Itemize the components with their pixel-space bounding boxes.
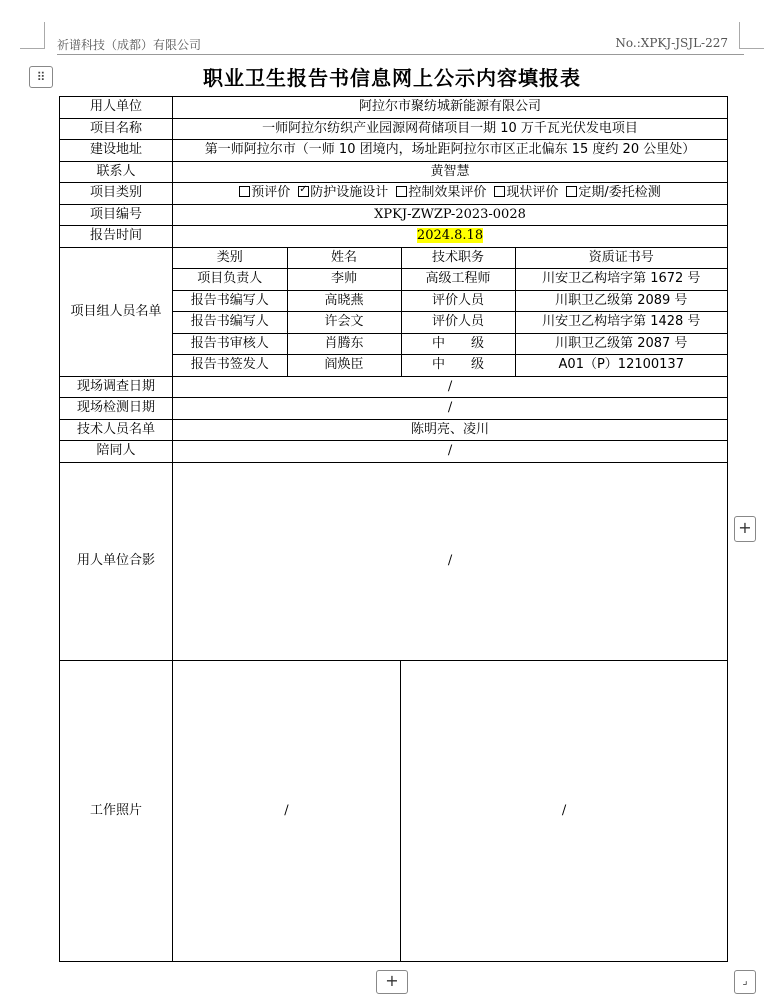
employer-value[interactable]: 阿拉尔市聚纺城新能源有限公司 — [173, 97, 728, 119]
team-cert[interactable]: A01（P）12100137 — [515, 355, 727, 376]
team-name[interactable]: 阎焕臣 — [287, 355, 401, 376]
category-option[interactable]: 预评价 — [239, 185, 290, 200]
team-label: 项目组人员名单 — [60, 247, 173, 376]
team-title[interactable]: 中 级 — [401, 333, 515, 355]
work-photo-label: 工作照片 — [60, 660, 173, 961]
header-company: 祈谱科技（成都）有限公司 — [57, 38, 202, 52]
address-value[interactable]: 第一师阿拉尔市（一师 10 团境内，场址距阿拉尔市区正北偏东 15 度约 20 公里处） — [173, 140, 728, 162]
team-name[interactable]: 肖腾东 — [287, 333, 401, 355]
checkbox[interactable] — [566, 186, 577, 197]
table-row — [60, 118, 728, 140]
table-row — [60, 376, 728, 398]
team-row — [173, 290, 727, 312]
team-role[interactable]: 项目负责人 — [173, 269, 287, 291]
crop-mark-top-right — [739, 48, 764, 49]
team-row — [173, 355, 727, 376]
work-photo-right-cell[interactable]: / — [401, 660, 728, 961]
survey-date-value[interactable]: / — [173, 376, 728, 398]
category-label: 项目类别 — [60, 183, 173, 205]
table-row — [60, 226, 728, 248]
group-photo-cell[interactable]: / — [173, 462, 728, 660]
team-cert[interactable]: 川职卫乙级第 2089 号 — [515, 290, 727, 312]
project-no-value[interactable]: XPKJ-ZWZP-2023-0028 — [173, 204, 728, 226]
page-title: 职业卫生报告书信息网上公示内容填报表 — [203, 66, 581, 90]
team-role[interactable]: 报告书编写人 — [173, 290, 287, 312]
checkbox[interactable] — [494, 186, 505, 197]
project-name-value[interactable]: 一师阿拉尔纺织产业园源网荷储项目一期 10 万千瓦光伏发电项目 — [173, 118, 728, 140]
add-column-button[interactable]: + — [734, 516, 756, 542]
team-cell — [173, 247, 728, 376]
work-photo-left-cell[interactable]: / — [173, 660, 401, 961]
team-name[interactable]: 李帅 — [287, 269, 401, 291]
contact-label: 联系人 — [60, 161, 173, 183]
project-no-label: 项目编号 — [60, 204, 173, 226]
table-row — [60, 462, 728, 660]
escort-value[interactable]: / — [173, 441, 728, 463]
test-date-label: 现场检测日期 — [60, 398, 173, 420]
form-table — [59, 96, 728, 962]
table-row — [60, 660, 728, 961]
category-option[interactable]: ✓ 防护设施设计 — [298, 185, 388, 200]
tech-staff-value[interactable]: 陈明亮、凌川 — [173, 419, 728, 441]
escort-label: 陪同人 — [60, 441, 173, 463]
team-row — [173, 312, 727, 334]
table-resize-handle-icon[interactable]: ⌟ — [734, 970, 756, 994]
address-label: 建设地址 — [60, 140, 173, 162]
team-header: 资质证书号 — [515, 248, 727, 269]
team-row — [173, 269, 727, 291]
table-row — [60, 161, 728, 183]
team-role[interactable]: 报告书签发人 — [173, 355, 287, 376]
team-header: 姓名 — [287, 248, 401, 269]
team-role[interactable]: 报告书编写人 — [173, 312, 287, 334]
team-table — [173, 248, 727, 376]
table-move-handle-icon[interactable]: ⠿ — [29, 66, 53, 88]
team-title[interactable]: 高级工程师 — [401, 269, 515, 291]
table-row — [60, 97, 728, 119]
category-option[interactable]: 现状评价 — [494, 185, 558, 200]
tech-staff-label: 技术人员名单 — [60, 419, 173, 441]
contact-value[interactable]: 黄智慧 — [173, 161, 728, 183]
team-cert[interactable]: 川安卫乙构培字第 1672 号 — [515, 269, 727, 291]
table-row — [60, 419, 728, 441]
category-option[interactable]: 控制效果评价 — [396, 185, 486, 200]
report-time-label: 报告时间 — [60, 226, 173, 248]
team-name[interactable]: 许会文 — [287, 312, 401, 334]
report-time-cell[interactable] — [173, 226, 728, 248]
team-row — [173, 333, 727, 355]
test-date-value[interactable]: / — [173, 398, 728, 420]
checkbox-checked[interactable] — [298, 186, 309, 197]
project-name-label: 项目名称 — [60, 118, 173, 140]
report-time-value: 2024.8.18 — [416, 228, 484, 244]
table-row — [60, 140, 728, 162]
team-cert[interactable]: 川职卫乙级第 2087 号 — [515, 333, 727, 355]
crop-mark-top-left — [20, 48, 45, 49]
team-role[interactable]: 报告书审核人 — [173, 333, 287, 355]
header-divider — [57, 54, 744, 55]
team-title[interactable]: 评价人员 — [401, 312, 515, 334]
team-name[interactable]: 高晓燕 — [287, 290, 401, 312]
header-doc-number: No.:XPKJ-JSJL-227 — [615, 36, 728, 50]
survey-date-label: 现场调查日期 — [60, 376, 173, 398]
crop-mark-top-right — [739, 22, 740, 48]
team-header: 技术职务 — [401, 248, 515, 269]
team-cert[interactable]: 川安卫乙构培字第 1428 号 — [515, 312, 727, 334]
employer-label: 用人单位 — [60, 97, 173, 119]
table-row — [60, 183, 728, 205]
table-row — [60, 398, 728, 420]
table-row — [60, 441, 728, 463]
team-header-row — [173, 248, 727, 269]
category-options — [173, 183, 728, 205]
table-row — [60, 247, 728, 376]
checkbox[interactable] — [396, 186, 407, 197]
team-header: 类别 — [173, 248, 287, 269]
checkbox[interactable] — [239, 186, 250, 197]
category-option[interactable]: 定期/委托检测 — [566, 185, 660, 200]
team-title[interactable]: 评价人员 — [401, 290, 515, 312]
add-row-button[interactable]: + — [376, 970, 408, 994]
table-row — [60, 204, 728, 226]
team-title[interactable]: 中 级 — [401, 355, 515, 376]
group-photo-label: 用人单位合影 — [60, 462, 173, 660]
crop-mark-top-left — [44, 22, 45, 48]
